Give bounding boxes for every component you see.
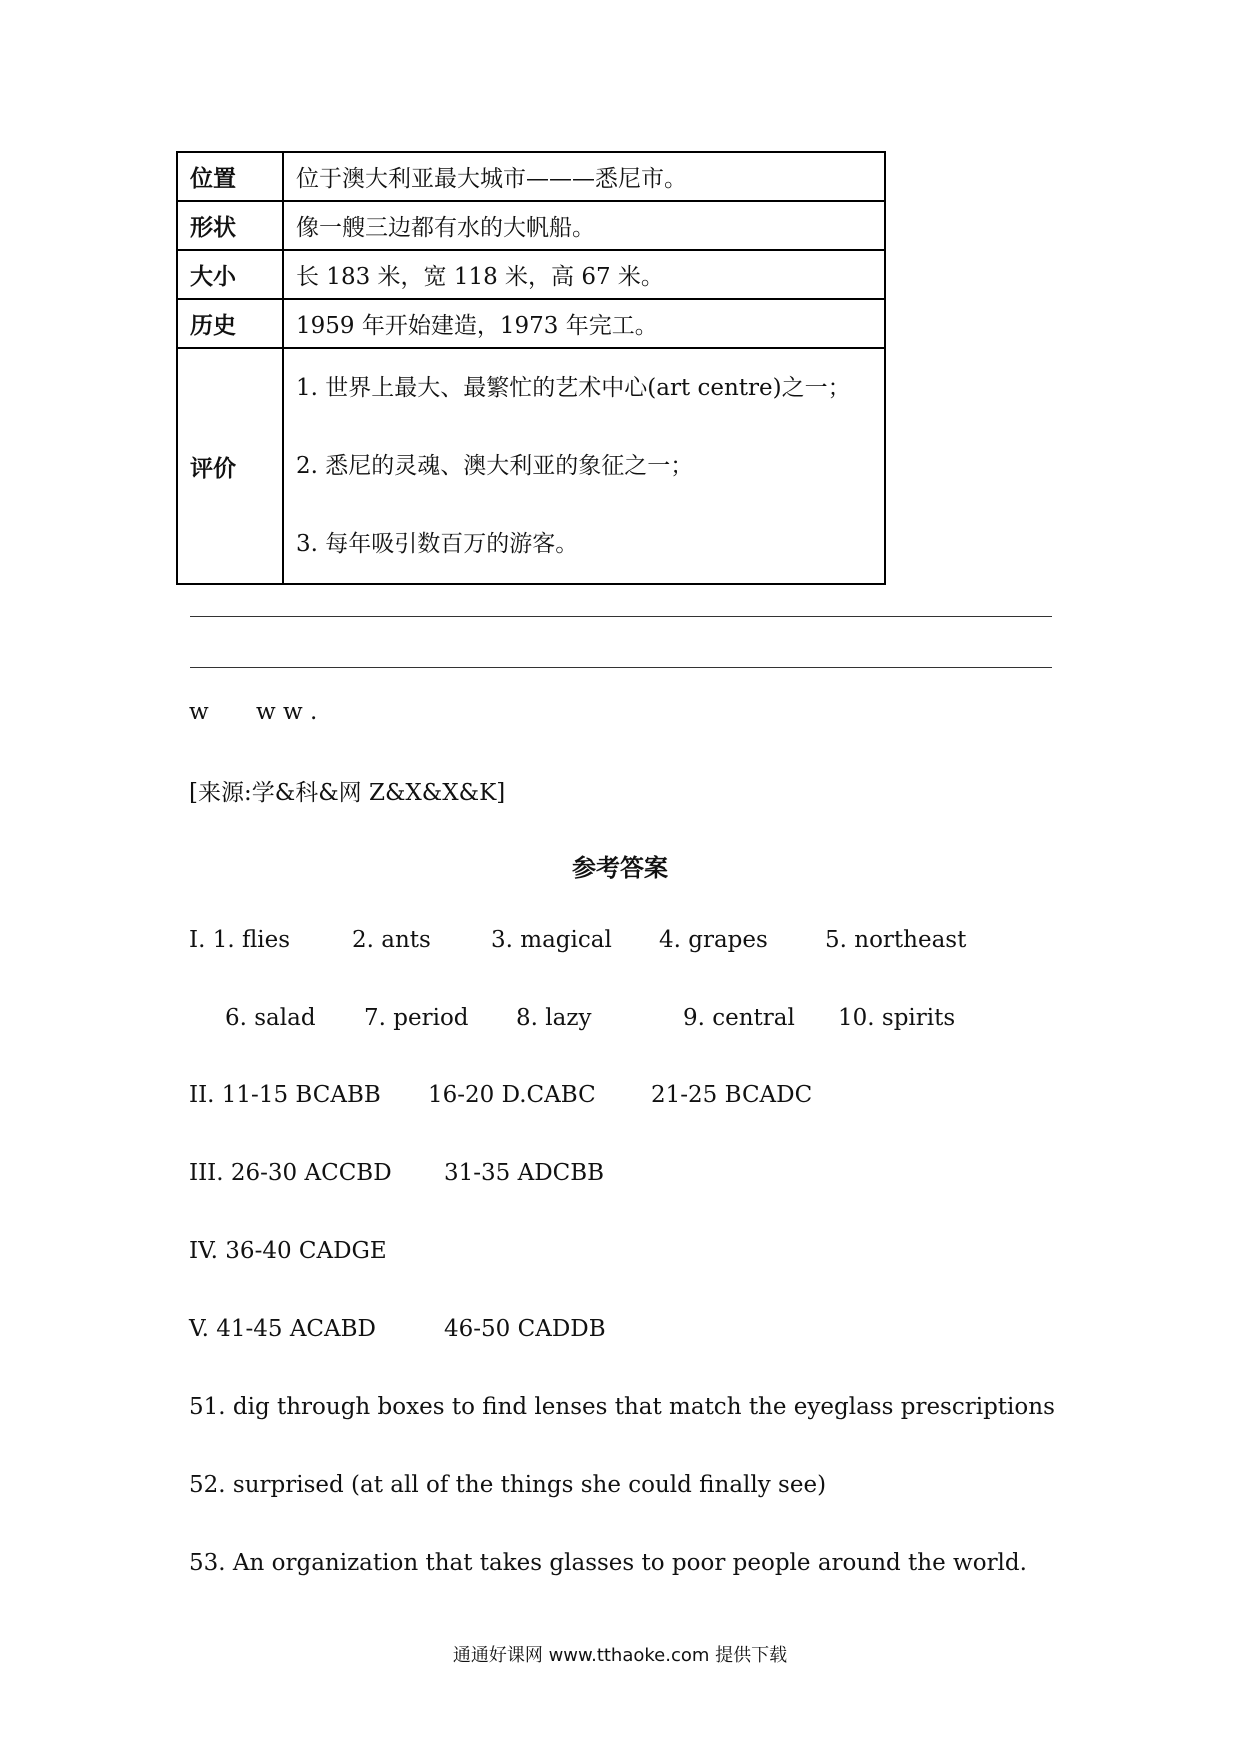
answer-item: 9. central	[683, 1005, 795, 1031]
answer-item: II. 11-15 BCABB	[189, 1082, 381, 1108]
row-label-shape: 形状	[177, 201, 283, 250]
page-footer: 通通好课网 www.tthaoke.com 提供下载	[452, 1645, 788, 1666]
answer-item: IV. 36-40 CADGE	[189, 1238, 387, 1264]
row-content-size: 长 183 米，宽 118 米，高 67 米。	[283, 250, 885, 299]
answer-52: 52. surprised (at all of the things she could finally see)	[189, 1472, 827, 1498]
answer-item: 2. ants	[352, 927, 431, 953]
table-row	[177, 201, 885, 250]
watermark-part: w w .	[256, 699, 318, 725]
table-row	[177, 152, 885, 201]
evaluation-item: 2. 悉尼的灵魂、澳大利亚的象征之一；	[296, 453, 694, 479]
row-content-evaluation	[283, 348, 885, 584]
answer-item: 16-20 D.CABC	[428, 1082, 596, 1108]
row-content-location: 位于澳大利亚最大城市———悉尼市。	[283, 152, 885, 201]
evaluation-item: 3. 每年吸引数百万的游客。	[296, 531, 579, 557]
answer-item: 3. magical	[491, 927, 612, 953]
answer-item: 21-25 BCADC	[651, 1082, 813, 1108]
answer-item: I. 1. flies	[189, 927, 291, 953]
opera-house-info-table	[176, 151, 886, 585]
row-label-history: 历史	[177, 299, 283, 348]
watermark-text	[189, 699, 317, 725]
row-content-shape: 像一艘三边都有水的大帆船。	[283, 201, 885, 250]
answer-item: 31-35 ADCBB	[444, 1160, 605, 1186]
table-row	[177, 250, 885, 299]
answer-item: 46-50 CADDB	[444, 1316, 606, 1342]
row-label-location: 位置	[177, 152, 283, 201]
row-label-evaluation: 评价	[177, 348, 283, 584]
answer-item: V. 41-45 ACABD	[189, 1316, 376, 1342]
table-row	[177, 348, 885, 584]
answer-51: 51. dig through boxes to find lenses that match the eyeglass prescriptions	[189, 1394, 1055, 1420]
answer-53: 53. An organization that takes glasses to poor people around the world.	[189, 1550, 1027, 1576]
answer-item: III. 26-30 ACCBD	[189, 1160, 392, 1186]
answer-item: 7. period	[364, 1005, 469, 1031]
table-row	[177, 299, 885, 348]
answer-blank-line	[190, 616, 1052, 617]
answer-item: 4. grapes	[659, 927, 768, 953]
answer-item: 6. salad	[225, 1005, 316, 1031]
answer-item: 5. northeast	[825, 927, 967, 953]
answer-item: 10. spirits	[838, 1005, 956, 1031]
row-label-size: 大小	[177, 250, 283, 299]
source-note: [来源:学&科&网 Z&X&X&K]	[189, 780, 506, 806]
answer-item: 8. lazy	[516, 1005, 592, 1031]
answer-blank-line	[190, 667, 1052, 668]
row-content-history: 1959 年开始建造，1973 年完工。	[283, 299, 885, 348]
watermark-part: w	[189, 699, 209, 725]
answers-title: 参考答案	[572, 854, 668, 882]
evaluation-item: 1. 世界上最大、最繁忙的艺术中心(art centre)之一；	[296, 375, 851, 401]
